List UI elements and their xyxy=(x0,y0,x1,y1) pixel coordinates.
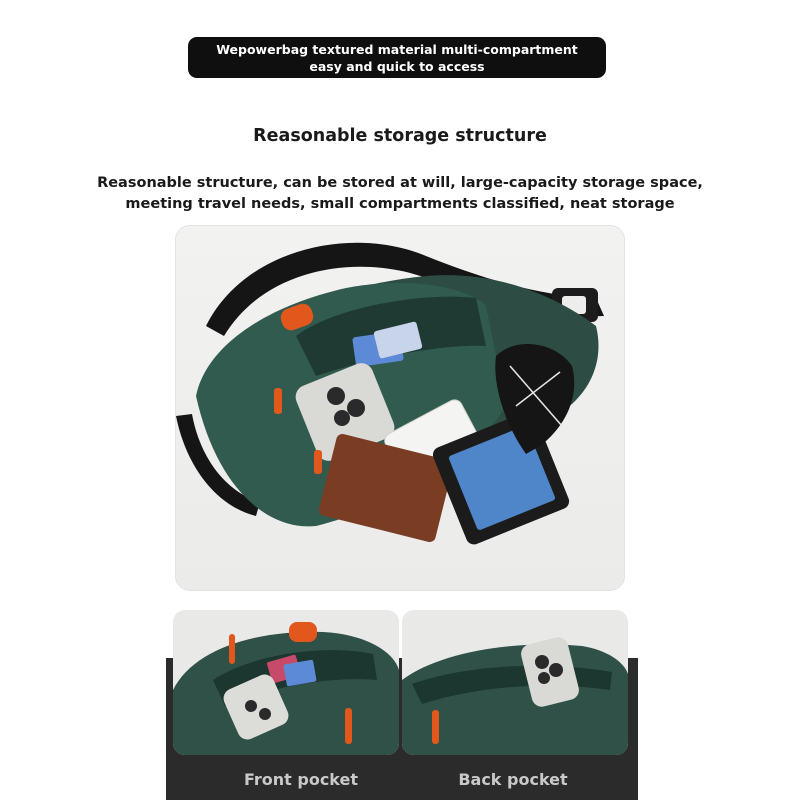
zipper-pull xyxy=(274,388,282,414)
back-pocket-illustration xyxy=(402,610,628,755)
bag-illustration xyxy=(176,226,624,590)
brand-patch xyxy=(289,622,317,642)
bag-product-photo xyxy=(176,226,624,590)
phone-camera xyxy=(245,700,257,712)
banner-text: Wepowerbag textured material multi-compartment easy and quick to access xyxy=(216,41,578,74)
back-pocket-photo xyxy=(402,610,628,755)
phone-camera xyxy=(259,708,271,720)
phone-camera xyxy=(535,655,549,669)
title-banner xyxy=(188,37,606,78)
phone-camera xyxy=(327,387,345,405)
phone-camera xyxy=(347,399,365,417)
section-description: Reasonable structure, can be stored at will, large-capacity storage space, meeting travel needs, small compartments classified, neat storage xyxy=(97,175,703,212)
phone-camera xyxy=(334,410,350,426)
zipper-pull xyxy=(314,450,322,474)
phone-camera xyxy=(549,663,563,677)
section-heading: Reasonable storage structure xyxy=(253,126,547,146)
back-pocket-caption: Back pocket xyxy=(458,770,568,789)
front-pocket-caption: Front pocket xyxy=(243,770,359,789)
front-pocket-photo xyxy=(173,610,399,755)
front-pocket-illustration xyxy=(173,610,399,755)
zipper-pull xyxy=(432,710,439,744)
bag-front xyxy=(173,632,399,755)
zipper-pull xyxy=(229,634,235,664)
phone-camera xyxy=(538,672,550,684)
zipper-pull xyxy=(345,708,352,744)
